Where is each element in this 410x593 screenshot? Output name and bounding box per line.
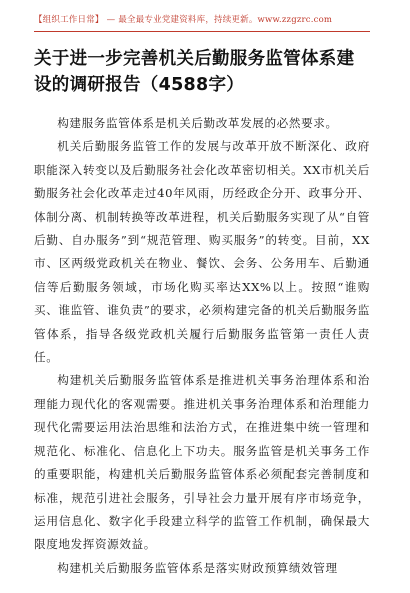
paragraph-4: 构建机关后勤服务监管体系是落实财政预算绩效管理 [57, 560, 338, 575]
header-tag: 【组织工作日常】 [34, 15, 104, 25]
header-dash: — [106, 15, 116, 25]
paragraph-1: 构建服务监管体系是机关后勤改革发展的必然要求。 [57, 116, 338, 130]
document-title: 关于进一步完善机关后勤服务监管体系建设的调研报告（4588字） [34, 49, 355, 95]
header-url[interactable]: www.zzgzrc.com [257, 15, 333, 25]
document-page [0, 13, 410, 593]
paragraph-3: 构建机关后勤服务监管体系是推进机关事务治理体系和治理能力现代化的客观需要。推进机关事务治理体系和治理能力现代化需要运用法治思维和法治方式，在推进集中统一管理和规范化、标准化、信息化上下功夫。服务监管是机关事务工作的重要职能，构建机关后勤服务监管体系必须配套完善制度和标准，规范引进社会服务，引导社会力量开展有序市场竞争，运用信息化、数字化手段建立科学的监管工作机制，确保最大限度地发挥资源效益。 [34, 373, 370, 552]
header-slogan: 最全最专业党建资料库，持续更新。 [118, 15, 258, 25]
header-banner [34, 13, 370, 32]
paragraph-2: 机关后勤服务监管工作的发展与改革开放不断深化、政府职能深入转变以及后勤服务社会化改革密切相关。XX市机关后勤服务社会化改革走过40年风雨，历经政企分开、政事分开、体制分离、机制转换等改革进程，机关后勤服务实现了从“自管后勤、自办服务”到“规范管理、购买服务”的转变。目前，XX市、区两级党政机关在物业、餐饮、会务、公务用车、后勤通信等后勤服务领域，市场化购买率达XX%以上。按照“谁购买、谁监管、谁负责”的要求，必须构建完备的机关后勤服务监管体系，指导各级党政机关履行后勤服务监管第一责任人责任。 [34, 139, 370, 365]
